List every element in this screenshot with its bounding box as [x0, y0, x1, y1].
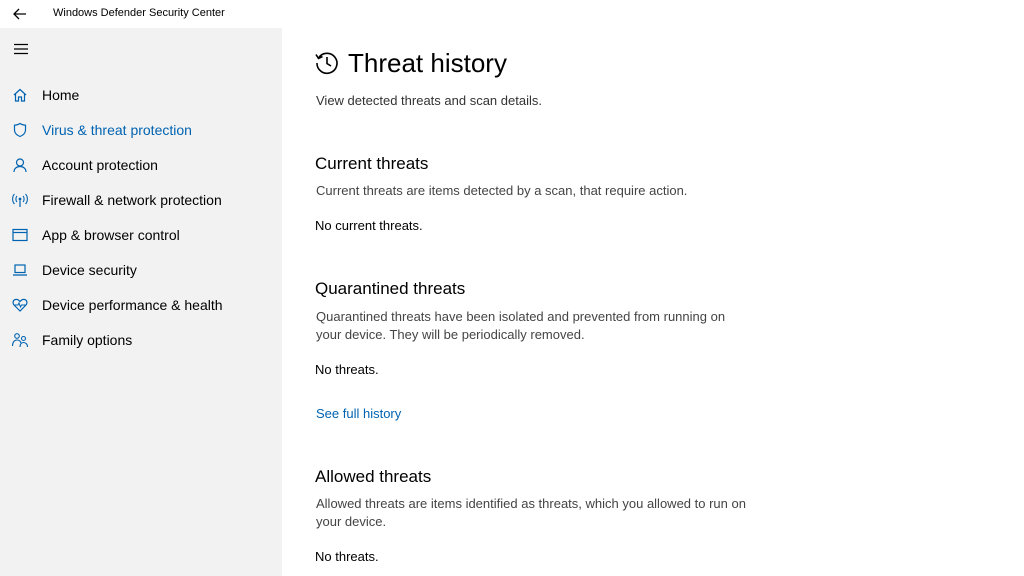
quarantined-threats-status: No threats. [315, 362, 379, 377]
menu-button[interactable] [10, 39, 32, 59]
sidebar-item-label: Virus & threat protection [42, 122, 192, 138]
allowed-threats-description: Allowed threats are items identified as threats, which you allowed to run on your device. [316, 496, 746, 529]
heart-icon [11, 296, 29, 314]
sidebar-item-virus-threat-protection[interactable] [0, 114, 282, 146]
current-threats-description: Current threats are items detected by a scan, that require action. [316, 183, 688, 198]
sidebar-item-device-security[interactable] [0, 254, 282, 286]
sidebar-item-family-options[interactable] [0, 324, 282, 356]
sidebar-item-label: App & browser control [42, 227, 180, 243]
back-button[interactable] [8, 3, 32, 25]
current-threats-status: No current threats. [315, 218, 423, 233]
title-bar [0, 0, 1024, 28]
sidebar-item-label: Home [42, 87, 80, 103]
allowed-threats-status: No threats. [315, 549, 379, 564]
home-icon [11, 86, 29, 104]
current-threats-heading: Current threats [315, 154, 429, 173]
back-arrow-icon [13, 8, 27, 20]
sidebar-item-app-browser-control[interactable] [0, 219, 282, 251]
sidebar [0, 28, 282, 576]
shield-icon [11, 121, 29, 139]
history-icon [314, 50, 340, 76]
allowed-threats-heading: Allowed threats [315, 467, 432, 486]
sidebar-item-label: Family options [42, 332, 133, 348]
sidebar-item-device-performance-health[interactable] [0, 289, 282, 321]
sidebar-item-label: Device security [42, 262, 137, 278]
wireless-icon [11, 191, 29, 209]
see-full-history-link[interactable]: See full history [316, 406, 402, 421]
app-title: Windows Defender Security Center [53, 7, 225, 19]
laptop-icon [11, 261, 29, 279]
quarantined-threats-description: Quarantined threats have been isolated and prevented from running on your device. They will be periodically removed. [316, 309, 726, 342]
sidebar-item-account-protection[interactable] [0, 149, 282, 181]
quarantined-threats-heading: Quarantined threats [315, 279, 466, 298]
page-subtitle: View detected threats and scan details. [316, 93, 542, 108]
page-title: Threat history [348, 48, 507, 78]
sidebar-item-firewall-network-protection[interactable] [0, 184, 282, 216]
sidebar-item-label: Device performance & health [42, 297, 223, 313]
person-icon [11, 156, 29, 174]
sidebar-item-home[interactable] [0, 79, 282, 111]
sidebar-item-label: Firewall & network protection [42, 192, 222, 208]
main-content [282, 28, 1024, 576]
sidebar-item-label: Account protection [42, 157, 158, 173]
browser-window-icon [11, 226, 29, 244]
family-icon [11, 331, 29, 349]
hamburger-icon [13, 43, 29, 55]
